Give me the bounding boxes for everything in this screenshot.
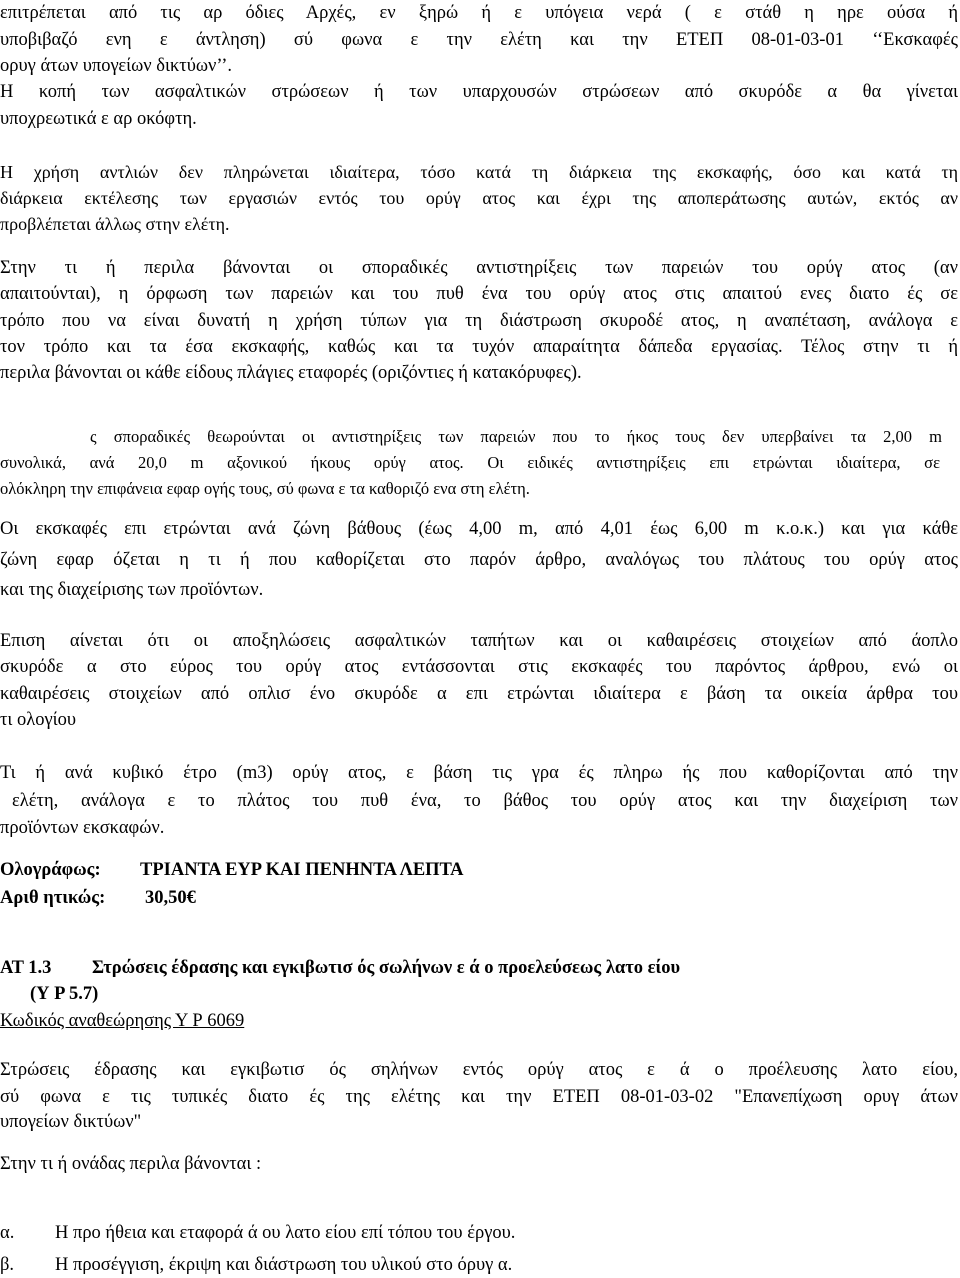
paragraph-line: προβλέπεται άλλως στην ελέτη. [0, 214, 230, 234]
paragraph-line: και της διαχείρισης των προϊόντων. [0, 580, 264, 600]
paragraph-line: υποχρεωτικά ε αρ οκόφτη. [0, 109, 197, 129]
paragraph-line: διάρκεια εκτέλεσης των εργασιών εντός του ορύγ ατος και έχρι της αποπεράτωσης αυτών, εκτός αν [0, 188, 958, 208]
paragraph-line: υπογείων δικτύων" [0, 1112, 142, 1132]
list-marker: α. [0, 1223, 15, 1243]
paragraph-line: ορυγ άτων υπογείων δικτύων’’. [0, 56, 232, 76]
paragraph-line: σκυρόδε α στο εύρος του ορύγ ατος εντάσσονται στις εκσκαφές του παρόντος άρθρου, ενώ οι [0, 657, 958, 677]
price-number-value: 30,50€ [145, 888, 196, 908]
paragraph-line: τον τρόπο και τα έσα εκσκαφής, καθώς και τα τυχόν απαραίτητα δάπεδα εργασίας. Τέλος στην τι ή [0, 337, 958, 357]
paragraph-line: καθαιρέσεις στοιχείων από οπλισ ένο σκυρόδε α επι ετρώνται ιδιαίτερα ε βάση τα οικεία άρθρα του [0, 684, 958, 704]
paragraph-line: ς σποραδικές θεωρούνται οι αντιστηρίξεις των παρειών που το ήκος τους δεν υπερβαίνει τα 2,00 m [90, 427, 942, 446]
paragraph-line: Οι εκσκαφές επι ετρώνται ανά ζώνη βάθους (έως 4,00 m, από 4,01 έως 6,00 m κ.ο.κ.) και για κάθε [0, 519, 958, 539]
paragraph-line: επιτρέπεται από τις αρ όδιες Αρχές, εν ξηρώ ή ε υπόγεια νερά ( ε στάθ η ηρε ούσα ή [0, 3, 958, 23]
list-marker: β. [0, 1255, 15, 1275]
list-item: Η προσέγγιση, έκριψη και διάστρωση του υλικού στο όρυγ α. [55, 1255, 513, 1275]
paragraph-line: Η κοπή των ασφαλτικών στρώσεων ή των υπαρχουσών στρώσεων από σκυρόδε α θα γίνεται [0, 82, 958, 102]
paragraph-line: Στην τι ή περιλα βάνονται οι σποραδικές αντιστηρίξεις των παρειών του ορύγ ατος (αν [0, 258, 958, 278]
paragraph-line: ολόκληρη την επιφάνεια εφαρ ογής τους, σύ φωνα ε τα καθοριζό ενα στη ελέτη. [0, 479, 530, 498]
paragraph-line: Η χρήση αντλιών δεν πληρώνεται ιδιαίτερα, τόσο κατά τη διάρκεια της εκσκαφής, όσο και κατά τη [0, 162, 958, 182]
paragraph-line: τρόπο που να είναι δυνατή η χρήση τύπων για τη διάστρωση σκυροδέ ατος, η αναπέταση, ανάλογα ε [0, 311, 958, 331]
paragraph-line: Στην τι ή ονάδας περιλα βάνονται : [0, 1154, 262, 1174]
paragraph-line: συνολικά, ανά 20,0 m αξονικού ήκους ορύγ ατος. Οι ειδικές αντιστηρίξεις επι ετρώνται ιδιαίτερα, σε [0, 453, 940, 472]
list-item: Η προ ήθεια και εταφορά ά ου λατο είου επί τόπου του έργου. [55, 1223, 516, 1243]
paragraph-line: Στρώσεις έδρασης και εγκιβωτισ ός σηλήνων εντός ορύγ ατος ε ά ο προέλευσης λατο είου, [0, 1060, 958, 1080]
article-code: ΑΤ 1.3 [0, 958, 52, 978]
paragraph-line: σύ φωνα ε τις τυπικές διατο ές της ελέτης και την ΕΤΕΠ 08-01-03-02 "Επανεπίχωση ορυγ άτων [0, 1087, 958, 1107]
paragraph-line: περιλα βάνονται οι κάθε είδους πλάγιες εταφορές (οριζόντιες ή κατακόρυφες). [0, 363, 582, 383]
price-words-label: Ολογράφως: [0, 860, 101, 880]
article-revision-code: Κωδικός αναθεώρησης Υ Ρ 6069 [0, 1011, 245, 1031]
price-words-value: ΤΡΙΑΝΤΑ ΕΥΡ ΚΑΙ ΠΕΝΗΝΤΑ ΛΕΠΤΑ [140, 860, 464, 880]
paragraph-line: προϊόντων εκσκαφών. [0, 818, 165, 838]
paragraph-line: τι ολογίου [0, 710, 77, 730]
paragraph-line: ζώνη εφαρ όζεται η τι ή που καθορίζεται στο παρόν άρθρο, αναλόγως του πλάτους του ορύγ ατος [0, 550, 958, 570]
article-title: Στρώσεις έδρασης και εγκιβωτισ ός σωλήνων ε ά ο προελεύσεως λατο είου [92, 958, 681, 978]
article-reference: (Υ Ρ 5.7) [30, 984, 99, 1004]
paragraph-line: Τι ή ανά κυβικό έτρο (m3) ορύγ ατος, ε βάση τις γρα ές πληρω ής που καθορίζονται από την [0, 763, 958, 783]
paragraph-line: απαιτούνται), η όρφωση των παρειών και του πυθ ένα του ορύγ ατος στις απαιτού ενες διατο ές σε [0, 284, 958, 304]
price-number-label: Αριθ ητικώς: [0, 888, 106, 908]
paragraph-line: υποβιβαζό ενη ε άντληση) σύ φωνα ε την ελέτη και την ΕΤΕΠ 08-01-03-01 ‘‘Εκσκαφές [0, 30, 958, 50]
paragraph-line: Επιση αίνεται ότι οι αποξηλώσεις ασφαλτικών ταπήτων και οι καθαιρέσεις στοιχείων από άοπλο [0, 631, 958, 651]
paragraph-line: ελέτη, ανάλογα ε το πλάτος του πυθ ένα, το βάθος του ορύγ ατος και την διαχείριση των [12, 791, 958, 811]
